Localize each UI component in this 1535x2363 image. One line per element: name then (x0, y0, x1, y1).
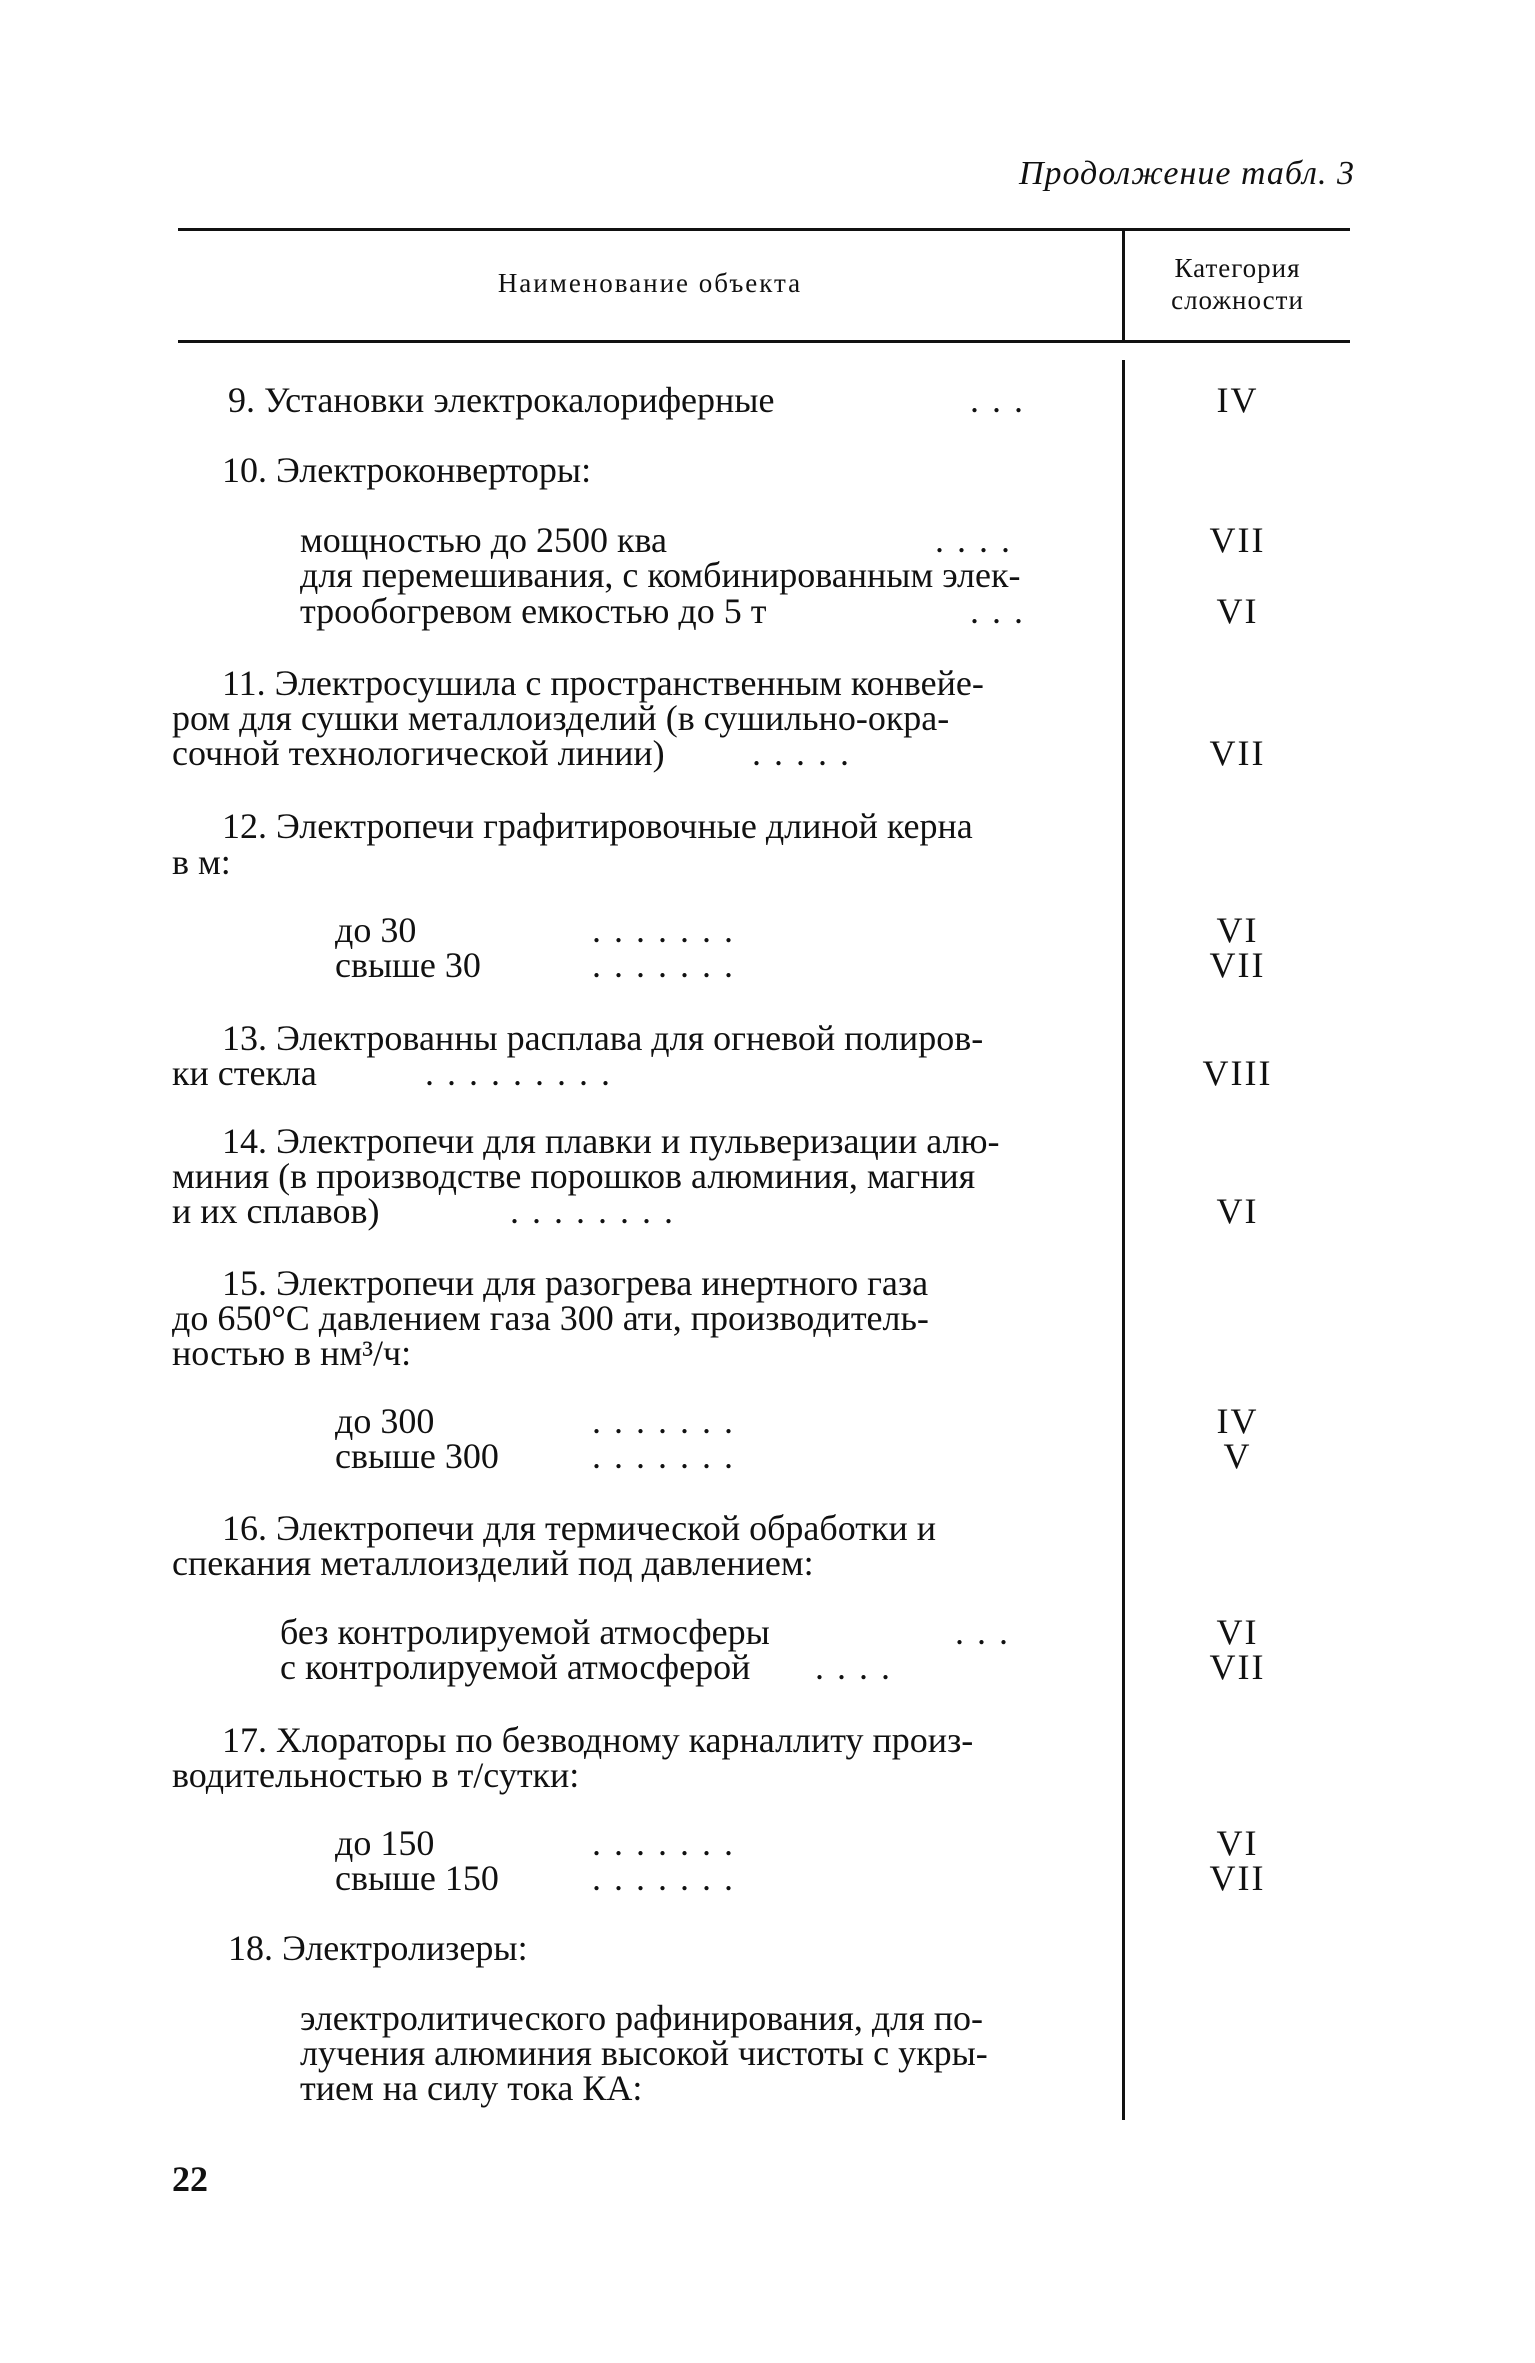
table-continuation-caption: Продолжение табл. 3 (1018, 155, 1355, 192)
row-text: до 300 (335, 1401, 435, 1441)
leader-dots: . . . . (935, 520, 1012, 560)
category-value: VI (1216, 1191, 1259, 1231)
row-text: свыше 30 (335, 945, 481, 985)
row-text: свыше 300 (335, 1436, 499, 1476)
row-text: сочной технологической линии) (172, 733, 665, 773)
row-text: 11. Электросушила с пространственным конвейе- (222, 663, 984, 703)
leader-dots: . . . . (815, 1647, 892, 1687)
leader-dots: . . . (955, 1612, 1010, 1652)
row-text: 9. Установки электрокалориферные (228, 380, 775, 420)
table-header-rule (178, 340, 1350, 343)
row-text: с контролируемой атмосферой (280, 1647, 751, 1687)
row-text: и их сплавов) (172, 1191, 380, 1231)
category-value: VII (1209, 1858, 1266, 1898)
row-text: ром для сушки металлоизделий (в сушильно-окра- (172, 698, 950, 738)
row-text: 17. Хлораторы по безводному карналлиту произ- (222, 1720, 974, 1760)
category-value: VI (1216, 910, 1259, 950)
row-text: 18. Электролизеры: (228, 1928, 528, 1968)
leader-dots: . . . (970, 380, 1025, 420)
row-text: 12. Электропечи графитировочные длиной керна (222, 806, 973, 846)
leader-dots: . . . . . . . (592, 1823, 735, 1863)
row-text: 10. Электроконверторы: (222, 450, 592, 490)
column-header-category-line1: Категория (1174, 253, 1301, 283)
category-value: VII (1209, 945, 1266, 985)
row-text: до 30 (335, 910, 417, 950)
row-text: миния (в производстве порошков алюминия, магния (172, 1156, 976, 1196)
leader-dots: . . . . . . . (592, 1401, 735, 1441)
category-value: VII (1209, 520, 1266, 560)
column-header-category (1125, 252, 1350, 316)
category-value: VII (1209, 733, 1266, 773)
category-value: VII (1209, 1647, 1266, 1687)
leader-dots: . . . . . . . (592, 945, 735, 985)
column-header-category-line2: сложности (1171, 285, 1304, 315)
leader-dots: . . . . . . . (592, 1436, 735, 1476)
table-top-rule (178, 228, 1350, 231)
category-value: IV (1216, 1401, 1259, 1441)
row-text: мощностью до 2500 ква (300, 520, 667, 560)
row-text: без контролируемой атмосферы (280, 1612, 770, 1652)
row-text: свыше 150 (335, 1858, 499, 1898)
category-value: VI (1216, 591, 1259, 631)
leader-dots: . . . . . . . (592, 910, 735, 950)
category-value: VI (1216, 1823, 1259, 1863)
row-text: электролитического рафинирования, для по- (300, 1998, 983, 2038)
category-value: VI (1216, 1612, 1259, 1652)
row-text: 13. Электрованны расплава для огневой полиров- (222, 1018, 984, 1058)
row-text: в м: (172, 842, 231, 882)
row-text: лучения алюминия высокой чистоты с укры- (300, 2033, 988, 2073)
category-value: VIII (1202, 1053, 1273, 1093)
row-text: трообогревом емкостью до 5 т (300, 591, 767, 631)
row-text: до 150 (335, 1823, 435, 1863)
row-text: 14. Электропечи для плавки и пульверизации алю- (222, 1121, 1000, 1161)
leader-dots: . . . . . . . (592, 1858, 735, 1898)
row-text: спекания металлоизделий под давлением: (172, 1543, 814, 1583)
row-text: ки стекла (172, 1053, 317, 1093)
row-text: ностью в нм³/ч: (172, 1333, 412, 1373)
leader-dots: . . . (970, 591, 1025, 631)
leader-dots: . . . . . . . . . (425, 1053, 612, 1093)
row-text: водительностью в т/сутки: (172, 1755, 580, 1795)
leader-dots: . . . . . . . . (510, 1191, 675, 1231)
row-text: для перемешивания, с комбинированным элек- (300, 555, 1021, 595)
leader-dots: . . . . . (752, 733, 851, 773)
row-text: до 650°С давлением газа 300 ати, производитель- (172, 1298, 929, 1338)
column-header-name: Наименование объекта (497, 268, 803, 298)
page-number: 22 (172, 2159, 208, 2199)
category-value: IV (1216, 380, 1259, 420)
category-value: V (1223, 1436, 1252, 1476)
row-text: 15. Электропечи для разогрева инертного газа (222, 1263, 929, 1303)
row-text: 16. Электропечи для термической обработки и (222, 1508, 936, 1548)
row-text: тием на силу тока КА: (300, 2068, 643, 2108)
